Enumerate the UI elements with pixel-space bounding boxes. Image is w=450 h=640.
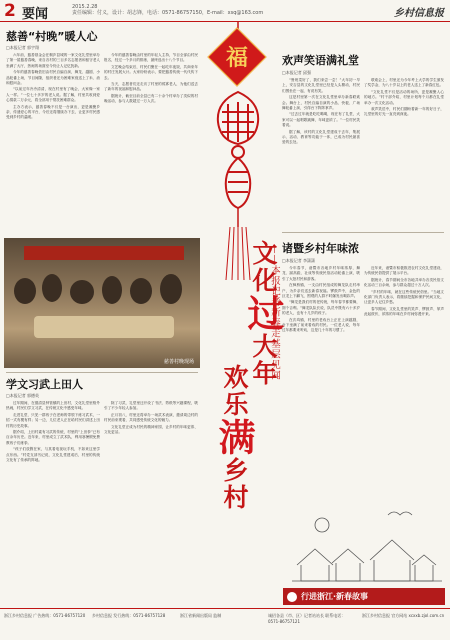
paragraph: 联欢会上，村里还为今年考上大学的学生颁发了奖学金，为八十岁以上的老人送上了新春红包。 [364,78,444,88]
article-body [6,401,100,603]
article-byline: □本报记者 郭宇翔 [6,45,40,50]
paragraph: 正月初八，村里还将举办一场武术表演，邀请周边村的村民前来观看，共同感受传统文化的魅力。 [104,412,198,423]
divider [6,372,198,373]
series-tag-label: 行进浙江·新春故事 [301,592,369,601]
article-body [282,78,360,226]
headline-emphasis: 过 [241,294,285,333]
article-title: 欢声笑语满礼堂 [282,54,359,67]
paragraph: 在枫桥镇，一支由村民组成的舞龙队走村串户，为乡亲们送去新春祝福。锣鼓声中，金色的巨龙上下翻飞，围观的人群不时爆发出喝彩声。 [282,283,360,299]
fu-character: 福 [225,45,248,71]
paragraph: 除了习武，礼堂里还开设了书法、剪纸等兴趣课程，吸引了不少年轻人参加。 [104,401,198,411]
paragraph: “孩子们放假在家，与其看电视玩手机，不如来这里学点东西。”村党支部书记说，文化礼堂建成后，村里的传统文化有了传承的阵地。 [6,447,100,463]
stage-banner [24,246,184,260]
village-sketch-illustration [292,505,442,585]
table [34,316,174,338]
paragraph: 据统计，截至目前全县已有二十余个村举办了类似的村晚活动，参与人数超过一万人次。 [104,93,198,104]
ad-block: 浙江乡村信息报 官方网站 xcxxb.zjol.com.cn [362,613,445,618]
article-body [104,53,198,236]
headline-part: 欢乐 [220,364,249,418]
article-byline: □本报记者 邱强 [282,70,312,75]
paragraph: 文艺晚会结束后，村民们聚在一起吃年夜饭，共商来年的村庄发展大计。大家纷纷表示，要把慈善传统一代代传下去。 [104,64,198,80]
ad-block: 乡村信息报 发行热线：0571-86757128 [92,613,166,618]
paragraph: 走进礼堂，只见一群孩子在老师的带领下练习武术，一招一式有模有样；另一边，几位老人正在给村民们讲述上田村的历史故事。 [6,412,100,428]
paragraph: 今年的慈善春晚依旧由村民自编自演，舞龙、越剧、小品轮番上场，节目间隙，组织者还为困难家庭送上了米、油和慰问金。 [6,70,100,86]
paper-name: 乡村信息报 [394,8,444,19]
editor-line: 责任编辑：付义，设计：胡志锋，电话：0571-86757150，E-mail：xsq@163.com [72,10,264,16]
crowd-figure [70,280,94,304]
paragraph: 文化礼堂正成为村民的精神家园，让乡村的年味更浓、文化更活。 [104,424,198,435]
article-body [282,266,360,502]
paragraph: “以前过年冷冷清清，现在村里有了晚会，大家像一家人一样。”一位七十多岁的老人说。据了解，村里共收到爱心捐款二万余元，将全部用于帮扶困难群众。 [6,87,100,103]
article-title: 慈善“村晚”暖人心 [6,30,98,43]
photo-caption: 慈善村晚现场 [163,359,194,365]
paragraph: 近年来，诸暨市积极推进农村文化礼堂建设，为传统民俗提供了展示平台。 [364,266,444,276]
paragraph: 过年期间，在德清县钟管镇的上田村，文化礼堂里格外热闹，村民们学文习武，在传统文化中感受年味。 [6,401,100,411]
paragraph: 据统计，春节期间全市各地共举办各类民俗文化活动三百余场，参与群众超过十万人次。 [364,277,444,288]
paragraph: 主办方表示，慈善春晚不仅是一台演出，更是凝聚乡亲、传递爱心的平台，今后还将继续办下去，让更多村民感受到乡村的温暖。 [6,104,100,120]
article-title: 诸暨乡村年味浓 [282,242,359,255]
ad-block: 诚招各县（市、区）记者站站长 联系电话：0571-86757121 [268,613,346,624]
ad-block: 浙江省新闻出版局 监制 [180,613,222,618]
paragraph: “鲁班菜好了，我们来尝一尝！”大年初一早上，安吉县的文化礼堂里已经是人头攒动，村民们围坐在一起，有说有笑。 [282,78,360,93]
article-body [364,78,444,226]
headline-part: 大年 [249,333,278,387]
article-byline: □本报记者 郭德英 [6,393,40,398]
article-title: 学文习武上田人 [6,378,83,391]
bottom-ad-bar [0,608,450,640]
crowd-figure [130,278,152,304]
page-number: 2 [4,1,16,21]
paragraph: 春节期间，文化礼堂里的笑声、锣鼓声、掌声此起彼伏，浓浓的年味在乡村间弥漫开来。 [364,306,444,317]
article-body [6,53,100,236]
paragraph: “过去过年就是吃吃喝喝，现在有了礼堂，大家可以一起唱歌跳舞，年味更浓了。”一位村民笑着说。 [282,112,360,128]
paragraph: “文化礼堂不仅是活动的场所，更是凝聚人心的地方。”村干部介绍，村里计划每个月都在礼堂举办一次文化活动。 [364,89,444,105]
headline-part: 乡村 [220,457,249,511]
series-logo-icon [287,592,297,602]
headline-emphasis: 满 [212,418,256,457]
headline-part: 文化 [249,240,278,294]
paragraph: 今年的慈善春晚由村里的年轻人主持，节目全部由村民报名，经过一个多月的排练，最终选出十八个节目。 [104,53,198,63]
article-byline: □本报记者 李潇潇 [282,258,316,263]
issue-meta [72,4,263,16]
paragraph: 今年春节，诸暨市各地乡村年味浓厚，舞龙、踩高跷、社戏等传统民俗活动轮番上演，吸引了大批村民和游客。 [282,266,360,281]
paragraph: 欢声笑语中，村民们期盼着新一年的好日子，礼堂里的灯光一直亮到深夜。 [364,107,444,117]
article-body [364,266,444,502]
ad-block: 浙江乡村信息报 广告热线：0571-86757120 [4,613,86,618]
masthead [0,0,450,22]
crowd-figure [14,278,36,304]
feature-headline [207,364,261,511]
event-photo [4,238,200,368]
paragraph: 据介绍，上田村素有习武的传统，村里的“上田拳”已有百余年历史。近年来，村里成立了武术队，利用寒暑假免费教孩子们练拳。 [6,430,100,445]
paragraph: “乡村的年味，就在这些传统民俗里。”当地文化部门负责人表示，将继续挖掘和保护民间文化，让更多人记住乡愁。 [364,289,444,305]
article-body [104,401,198,603]
crowd-figure [42,274,62,302]
paragraph: 这是村里第一次在文化礼堂里举办新春联欢会。舞台上，村民自编自演的小品、快板、广场舞轮番上演，引得台下阵阵掌声。 [282,95,360,111]
crowd-figure [102,276,122,304]
feature-subline: ——本报记者新春走基层见闻 [269,244,280,381]
paragraph: 在次坞镇，村里的老戏台上正在上演越剧，台下坐满了前来看戏的村民。一位老人说，每年过年都要来听戏，这是几十年的习惯了。 [282,317,360,333]
paragraph: 当天，志愿者们还走访了村里的孤寡老人，为他们送去了新年的祝福和慰问品。 [104,82,198,92]
crowd-figure [160,274,182,304]
paragraph: 六年前，慈善基金会在桐庐县城的一家文化礼堂里举办了第一届慈善春晚，来自各村的三百多名志愿者和留守老人坐满了大厅，热闹的场面至今仍让人记忆犹新。 [6,53,100,68]
paragraph: “舞龙是我们村的老传统，每年春节都要舞，图个吉利。”舞龙队队长说，队员中既有六十多岁的老人，也有十几岁的孩子。 [282,300,360,316]
divider [282,232,444,233]
section-name: 要闻 [22,7,49,22]
paragraph: 据了解，该村的文化礼堂建成于去年，集展示、活动、教育等功能于一体，已成为村民最喜爱的去处。 [282,129,360,145]
issue-date: 2015.2.28 [72,4,98,10]
series-tag [283,588,445,605]
